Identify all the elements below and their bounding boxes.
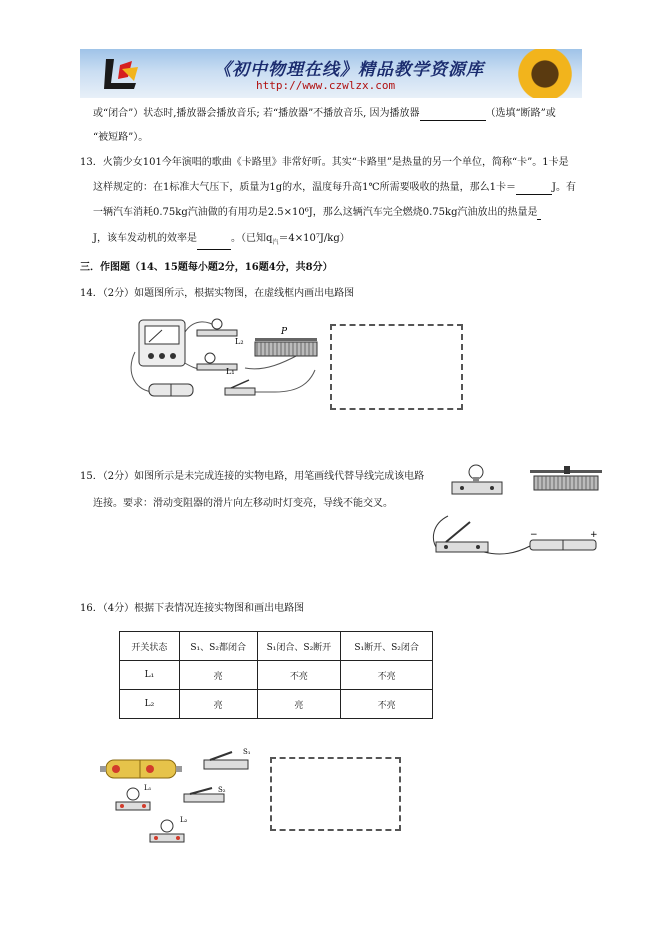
table-cell: L₂ <box>120 690 180 719</box>
table-cell: L₁ <box>120 661 180 690</box>
q15-circuit-figure <box>430 460 606 560</box>
table-row <box>120 632 433 661</box>
q16-label-l2: L₂ <box>180 816 188 824</box>
site-logo-icon <box>98 55 144 93</box>
q13-line1: 13．火箭少女101今年演唱的歌曲《卡路里》非常好听。其实“卡路里”是热量的另一个单位，简称“卡”。1卡是 <box>80 157 569 168</box>
q16-components-figure <box>100 744 260 848</box>
q12-line1: 或“闭合”）状态时,播放器会播放音乐; 若“播放器”不播放音乐, 因为播放器 （选填“断路”或 <box>93 108 556 119</box>
table-cell: 亮 <box>179 690 257 719</box>
table-cell: 不亮 <box>257 661 341 690</box>
section3-heading: 三．作图题（14、15题每小题2分，16题4分，共8分） <box>80 262 333 273</box>
sunflower-image <box>514 49 576 98</box>
q16-label-s2: S₂ <box>218 786 226 794</box>
q14-answer-box[interactable] <box>330 324 463 410</box>
table-cell: 不亮 <box>341 690 433 719</box>
q14-label-p: P <box>281 327 288 337</box>
banner-url: http://www.czwlzx.com <box>256 79 396 92</box>
q13-line2: 这样规定的：在1标准大气压下，质量为1g的水，温度每升高1℃所需要吸收的热量，那么1卡＝ J。有 <box>93 182 577 193</box>
table-cell: S₁、S₂都闭合 <box>179 632 257 661</box>
q14-circuit-figure <box>125 312 325 404</box>
table-cell: S₁断开、S₂闭合 <box>341 632 433 661</box>
q13-line4: J，该车发动机的效率是 。（已知$q_汽=4\times 10^7J/kg$） <box>93 232 350 250</box>
table-cell: S₁闭合、S₂断开 <box>257 632 341 661</box>
header-banner <box>80 49 582 98</box>
table-cell: 开关状态 <box>120 632 180 661</box>
switch-state-table <box>119 631 433 719</box>
q13-line3: 一辆汽车消耗0.75kg汽油做的有用功是2.5×10⁶J，那么这辆汽车完全燃烧0.75kg汽油放出的热量是 <box>93 206 541 220</box>
banner-title: 《初中物理在线》精品教学资源库 <box>214 60 484 80</box>
table-cell: 不亮 <box>341 661 433 690</box>
q14-label-l2: L₂ <box>235 337 244 346</box>
svg-text:+: + <box>590 530 598 540</box>
q16-label-s1: S₁ <box>243 748 251 756</box>
table-row <box>120 661 433 690</box>
q14-label-l1: L₁ <box>226 367 235 376</box>
q15-line1: 15．（2分）如图所示是未完成连接的实物电路，用笔画线代替导线完成该电路 <box>80 471 425 482</box>
q12-line2: “被短路”）。 <box>93 132 149 143</box>
table-cell: 亮 <box>257 690 341 719</box>
q15-line2: 连接。要求：滑动变阻器的滑片向左移动时灯变亮，导线不能交叉。 <box>93 498 393 509</box>
q16-label-l1: L₁ <box>144 784 152 792</box>
q16-text: 16．（4分）根据下表情况连接实物图和画出电路图 <box>80 603 305 614</box>
table-row <box>120 690 433 719</box>
table-cell: 亮 <box>179 661 257 690</box>
q16-answer-box[interactable] <box>270 757 401 831</box>
q14-text: 14．（2分）如题图所示，根据实物图，在虚线框内画出电路图 <box>80 288 355 299</box>
svg-text:−: − <box>530 530 538 540</box>
